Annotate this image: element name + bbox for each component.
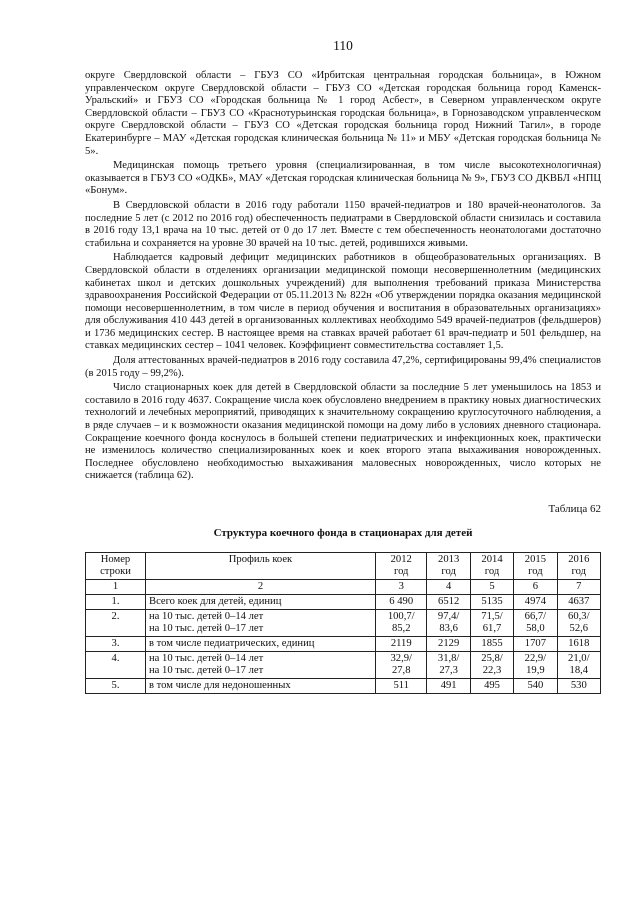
- header-year-2016: 2016 год: [557, 553, 600, 580]
- value-line: 1707: [524, 638, 546, 649]
- row-value: [470, 595, 513, 610]
- value-line: 4974: [524, 596, 546, 607]
- col-number: 2: [146, 580, 376, 595]
- row-value: [470, 637, 513, 652]
- row-value: [376, 595, 427, 610]
- value-line: 60,3/: [568, 611, 590, 622]
- row-value: [376, 679, 427, 694]
- header-year-2012: 2012 год: [376, 553, 427, 580]
- col-number: 5: [470, 580, 513, 595]
- row-value: [427, 610, 470, 637]
- value-line: 71,5/: [481, 611, 503, 622]
- table-row: [86, 652, 601, 679]
- value-line: 5135: [481, 596, 503, 607]
- header-year-2015: 2015 год: [514, 553, 557, 580]
- row-profile: [146, 610, 376, 637]
- row-value: [514, 652, 557, 679]
- value-line: 2129: [438, 638, 460, 649]
- header-year-2014: 2014 год: [470, 553, 513, 580]
- value-line: 6512: [438, 596, 460, 607]
- row-value: [514, 637, 557, 652]
- value-line: 1618: [568, 638, 590, 649]
- value-line: 22,3: [482, 665, 502, 676]
- bed-fund-table: [85, 552, 601, 694]
- row-value: [470, 610, 513, 637]
- value-line: 6 490: [389, 596, 414, 607]
- value-line: 32,9/: [390, 653, 412, 664]
- table-label: Таблица 62: [548, 503, 601, 515]
- col-number: 4: [427, 580, 470, 595]
- value-line: 491: [440, 680, 457, 691]
- row-value: [557, 652, 600, 679]
- row-value: [376, 637, 427, 652]
- value-line: 83,6: [439, 623, 458, 634]
- row-value: [376, 652, 427, 679]
- table-header-row: [86, 553, 601, 580]
- row-value: [427, 652, 470, 679]
- row-profile-line: на 10 тыс. детей 0–14 лет: [149, 653, 264, 664]
- paragraph: Доля аттестованных врачей-педиатров в 2016 году составила 47,2%, сертифицированы 99,4% специалистов (в 2015 году – 99,2%).: [85, 355, 601, 379]
- row-profile-line: Всего коек для детей, единиц: [149, 596, 282, 607]
- row-value: [427, 595, 470, 610]
- row-number: 5.: [86, 679, 146, 694]
- value-line: 27,3: [439, 665, 458, 676]
- value-line: 27,8: [391, 665, 411, 676]
- value-line: 31,8/: [437, 653, 460, 664]
- row-value: [514, 679, 557, 694]
- value-line: 25,8/: [481, 653, 503, 664]
- value-line: 540: [527, 680, 544, 691]
- value-line: 22,9/: [524, 653, 547, 664]
- row-profile: [146, 637, 376, 652]
- header-profile: Профиль коек: [146, 553, 376, 580]
- value-line: 1855: [481, 638, 503, 649]
- row-value: [427, 637, 470, 652]
- row-profile-line: на 10 тыс. детей 0–17 лет: [149, 665, 264, 676]
- row-value: [470, 679, 513, 694]
- value-line: 21,0/: [568, 653, 590, 664]
- table-body: [86, 595, 601, 694]
- row-value: [376, 610, 427, 637]
- row-value: [514, 595, 557, 610]
- value-line: 100,7/: [387, 611, 415, 622]
- col-number: 1: [86, 580, 146, 595]
- value-line: 19,9: [526, 665, 545, 676]
- row-profile-line: в том числе для недоношенных: [149, 680, 291, 691]
- row-value: [514, 610, 557, 637]
- value-line: 61,7: [482, 623, 502, 634]
- row-number: 4.: [86, 652, 146, 679]
- row-value: [470, 652, 513, 679]
- paragraph: Число стационарных коек для детей в Свердловской области за последние 5 лет уменьшилось на 1853 и составило в 2016 году 4637. Сокращение числа коек обусловлено внедрением в практику новых диагностических технологий и лечебных мероприятий, приводящих к значительному сокращению круглосуточного наблюдения, а в ряде случаев – и к возможности оказания медицинской помощи на дому либо в условиях дневного стационара. Сокращение коечного фонда коснулось в большей степени педиатрических и инфекционных коек, практически не изменилось количество специализированных коек и коек второго этапа выхаживания новорожденных. Последнее обусловлено необходимостью выхаживания маловесных новорожденных, число которых не снижается (таблица 62).: [85, 382, 601, 482]
- paragraph: В Свердловской области в 2016 году работали 1150 врачей-педиатров и 180 врачей-неонатологов. За последние 5 лет (с 2012 по 2016 год) обеспеченность педиатрами в Свердловской области снизилась и составила в 2016 году 13,1 врача на 10 тыс. детей от 0 до 17 лет. Вместе с тем обеспеченность неонатологами достаточно стабильна и сохраняется на уровне 30 врачей на 10 тыс. детей, родившихся живыми.: [85, 199, 601, 249]
- value-line: 58,0: [526, 623, 545, 634]
- row-profile: [146, 652, 376, 679]
- row-number: 1.: [86, 595, 146, 610]
- row-value: [557, 595, 600, 610]
- value-line: 66,7/: [524, 611, 547, 622]
- value-line: 511: [393, 680, 409, 691]
- value-line: 2119: [390, 638, 412, 649]
- row-value: [557, 610, 600, 637]
- table-row: [86, 637, 601, 652]
- row-value: [557, 679, 600, 694]
- document-page: [85, 38, 601, 694]
- body-text: [85, 70, 601, 483]
- paragraph: Медицинская помощь третьего уровня (специализированная, в том числе высокотехнологичная) оказывается в ГБУЗ СО «ОДКБ», МАУ «Детская городская клиническая больница № 9», ГБУЗ СО ДКВБЛ «НПЦ «Бонум».: [85, 160, 601, 197]
- row-profile-line: в том числе педиатрических, единиц: [149, 638, 315, 649]
- table-numbering-row: [86, 580, 601, 595]
- value-line: 18,4: [569, 665, 589, 676]
- row-profile: [146, 595, 376, 610]
- paragraph: округе Свердловской области – ГБУЗ СО «Ирбитская центральная городская больница», в Южном управленческом округе Свердловской области – ГБУЗ СО «Детская городская больница город Каменск-Уральский» и ГБУЗ СО «Городская больница № 1 город Асбест», в Северном управленческом округе Свердловской области – ГБУЗ СО «Краснотурьинская городская больница», в Горнозаводском управленческом округе Свердловской области – ГБУЗ СО «Детская городская больница город Нижний Тагил», в городе Екатеринбурге – МАУ «Детская городская клиническая больница № 11» и МБУ «Детская городская больница № 5».: [85, 70, 601, 157]
- page-number: 110: [333, 38, 353, 53]
- value-line: 495: [484, 680, 500, 691]
- value-line: 530: [570, 680, 587, 691]
- row-profile-line: на 10 тыс. детей 0–17 лет: [149, 623, 264, 634]
- header-row-number: Номер строки: [86, 553, 146, 580]
- row-profile-line: на 10 тыс. детей 0–14 лет: [149, 611, 264, 622]
- col-number: 3: [376, 580, 427, 595]
- col-number: 6: [514, 580, 557, 595]
- value-line: 97,4/: [437, 611, 460, 622]
- row-number: 3.: [86, 637, 146, 652]
- row-value: [557, 637, 600, 652]
- table-row: [86, 595, 601, 610]
- value-line: 4637: [568, 596, 590, 607]
- row-value: [427, 679, 470, 694]
- col-number: 7: [557, 580, 600, 595]
- row-number: 2.: [86, 610, 146, 637]
- value-line: 52,6: [569, 623, 589, 634]
- paragraph: Наблюдается кадровый дефицит медицинских работников в общеобразовательных организациях. В Свердловской области в отделениях организации медицинской помощи несовершеннолетним (медицинских кабинетах школ и детских дошкольных учреждений) для выполнения требований приказа Министерства здравоохранения Российской Федерации от 05.11.2013 № 822н «Об утверждении порядка оказания медицинской помощи несовершеннолетним, в том числе в период обучения и воспитания в образовательных организациях» для обслуживания 410 443 детей в организованных коллективах необходимо 549 врачей-педиатров (фельдшеров) и 1736 медицинских сестер. В настоящее время на ставках врачей работает 61 врач-педиатр и 501 фельдшер, на ставках медицинских сестер – 1041 человек. Коэффициент совместительства составляет 1,5.: [85, 252, 601, 352]
- row-profile: [146, 679, 376, 694]
- table-title: Структура коечного фонда в стационарах для детей: [213, 527, 473, 539]
- header-year-2013: 2013 год: [427, 553, 470, 580]
- table-row: [86, 610, 601, 637]
- value-line: 85,2: [391, 623, 411, 634]
- table-row: [86, 679, 601, 694]
